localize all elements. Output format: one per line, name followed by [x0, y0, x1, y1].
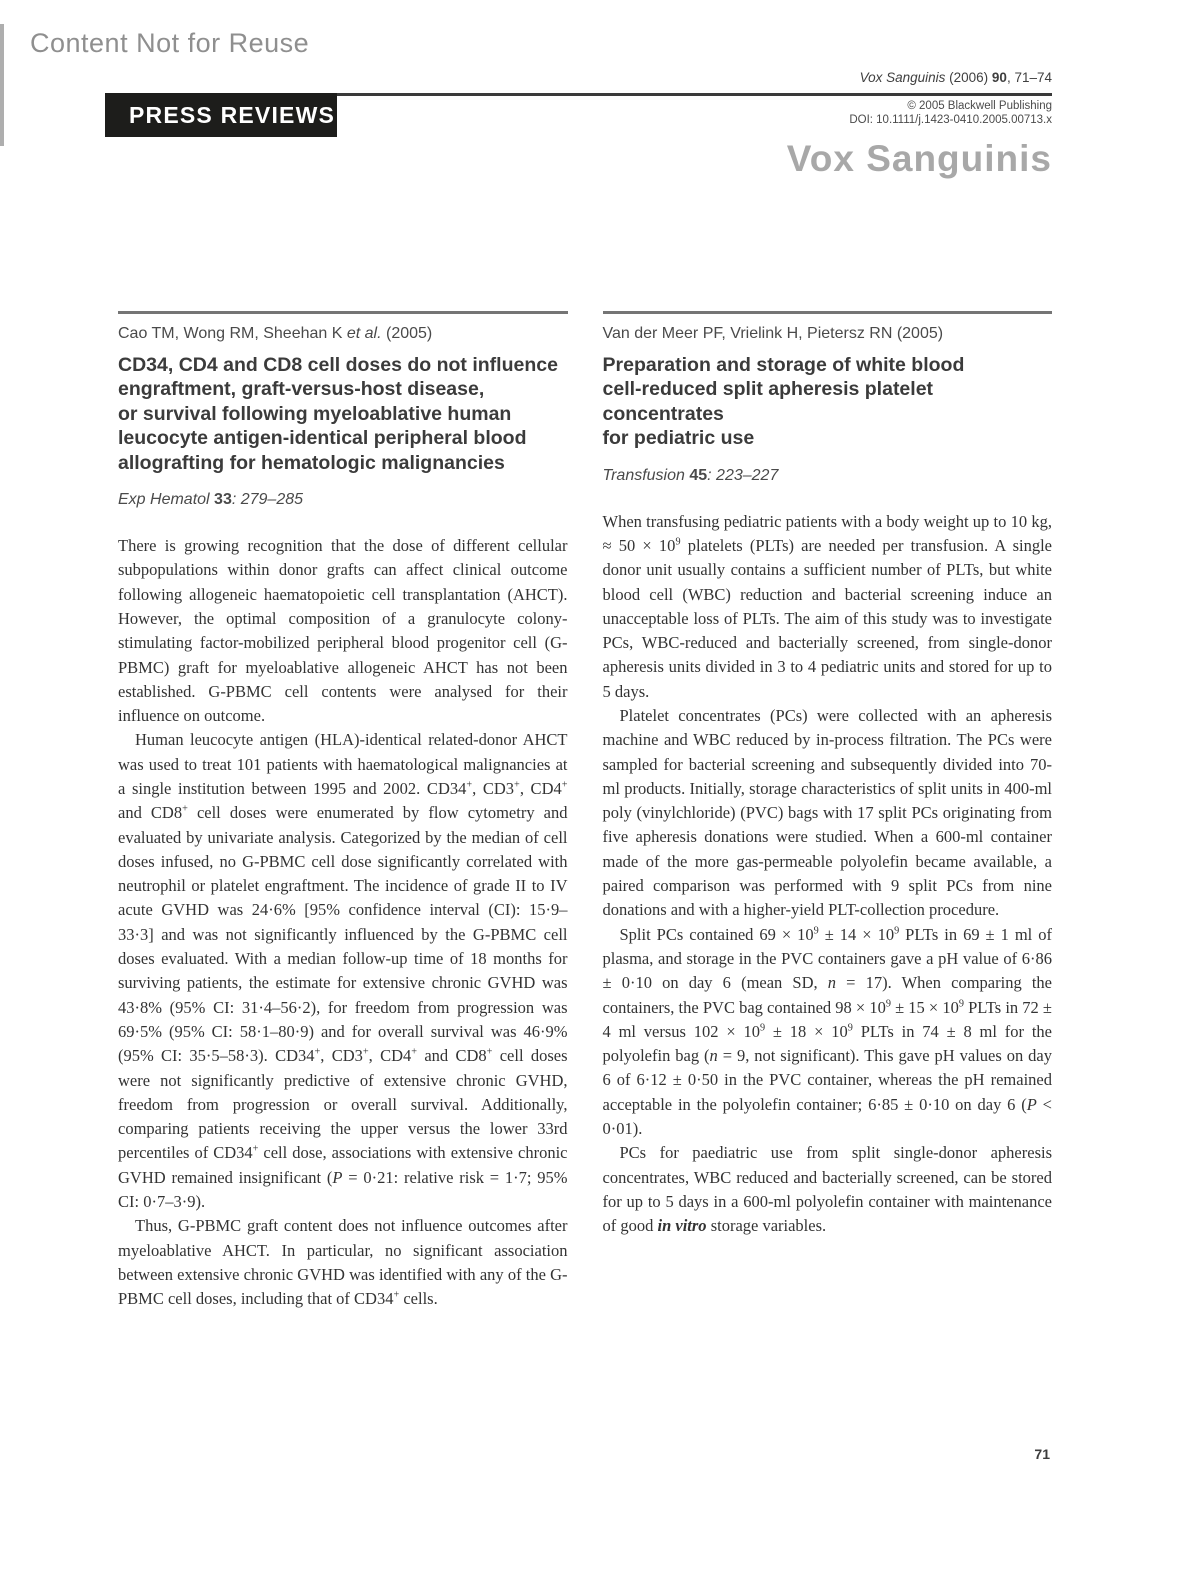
scan-edge-artifact: [0, 24, 4, 146]
article-right: [603, 311, 1053, 1312]
copyright-line: © 2005 Blackwell Publishing: [907, 100, 1052, 112]
journal-logo: Vox Sanguinis: [786, 138, 1052, 179]
article-columns: [118, 311, 1052, 1312]
article-abstract: [603, 510, 1053, 1239]
imprint-block: [849, 100, 1052, 127]
section-label: PRESS REVIEWS: [129, 101, 336, 128]
article-title: Preparation and storage of white blood cell-reduced split apheresis platelet concentrates for pediatric use: [602, 354, 965, 450]
article-source: Transfusion 45: 223–227: [602, 466, 779, 484]
article-abstract: [118, 534, 568, 1312]
abstract-paragraph: When transfusing pediatric patients with a body weight up to 10 kg, ≈ $50 \times 10^9$ platelets (PLTs) are needed per transfusion. A single donor unit usually contains a sufficient number of PLTs, but white blood cell (WBC) reduction and bacterial screening induce an unacceptable loss of PLTs. The aim of this study was to investigate PCs, WBC-reduced and bacterially screened, from single-donor apheresis units divided in 3 to 4 pediatric units and stored for up to 5 days.: [602, 511, 1052, 701]
abstract-paragraph: Human leucocyte antigen (HLA)-identical related-donor AHCT was used to treat 101 patients with haematological malignancies at a single institution between 1995 and 2002. CD34+, CD3+, CD4+ and CD8+ cell doses were enumerated by flow cytometry and evaluated by univariate analysis. Categorized by the median of cell doses infused, no G-PBMC cell dose significantly correlated with neutrophil or platelet engraftment. The incidence of grade II to IV acute GVHD was 24·6% [95% confidence interval (CI): 15·9–33·3] and was not significantly influenced by the G-PBMC cell doses evaluated. With a median follow-up time of 18 months for surviving patients, the estimate for extensive chronic GVHD was 43·8% (95% CI: 31·4–56·2), for freedom from progression was 69·5% (95% CI: 58·1–80·9) and for overall survival was 46·9% (95% CI: 35·5–58·3). CD34+, CD3+, CD4+ and CD8+ cell doses were not significantly predictive of extensive chronic GVHD, freedom from progression or overall survival. Additionally, comparing patients receiving the upper versus the lower 33rd percentiles of CD34+ cell dose, associations with extensive chronic GVHD remained insignificant (P = 0·21: relative risk = 1·7; 95% CI: 0·7–3·9).: [118, 730, 568, 1212]
header-rule: [337, 93, 1052, 96]
doi-line: DOI: 10.1111/j.1423-0410.2005.00713.x: [849, 113, 1052, 126]
article-title: CD34, CD4 and CD8 cell doses do not influence engraftment, graft-versus-host disease, or survival following myeloablative human leucocyte antigen-identical peripheral blood allografting for hematologic malignancies: [118, 354, 558, 474]
abstract-paragraph: Thus, G-PBMC graft content does not influence outcomes after myeloablative AHCT. In particular, no significant association between extensive chronic GVHD was identified with any of the G-PBMC cell doses, including that of CD34+ cells.: [118, 1216, 568, 1309]
section-bar: [105, 93, 337, 137]
abstract-paragraph: There is growing recognition that the dose of different cellular subpopulations within donor grafts can affect clinical outcome following allogeneic haematopoietic cell transplantation (AHCT). However, the optimal composition of a granulocyte colony-stimulating factor-mobilized peripheral blood progenitor cell (G-PBMC) graft for myeloablative allogeneic AHCT has not been established. G-PBMC cell contents were analysed for their influence on outcome.: [118, 536, 568, 726]
article-authors: Van der Meer PF, Vrielink H, Pietersz RN (2005): [602, 325, 944, 342]
journal-citation-line: Vox Sanguinis (2006) 90, 71–74: [859, 70, 1052, 85]
article-rule: [118, 311, 568, 314]
page-number: 71: [1034, 1446, 1050, 1462]
abstract-paragraph: Platelet concentrates (PCs) were collected with an apheresis machine and WBC reduced by in-process filtration. The PCs were sampled for bacterial screening and subsequently divided into 70-ml products. Initially, storage characteristics of split units in 400-ml poly (vinylchloride) (PVC) bags with 17 split PCs originating from five apheresis donations were studied. When a 600-ml container made of the more gas-permeable polyolefin became available, a paired comparison was performed with 9 split PCs from nine donations and with a higher-yield PLT-collection procedure.: [602, 706, 1052, 920]
article-source: Exp Hematol 33: 279–285: [118, 491, 304, 509]
article-rule: [603, 311, 1053, 314]
watermark-text: Content Not for Reuse: [30, 28, 310, 58]
abstract-paragraph: PCs for paediatric use from split single-donor apheresis concentrates, WBC reduced and bacterially screened, can be stored for up to 5 days in a 600-ml polyolefin container with maintenance of good in vitro storage variables.: [602, 1143, 1052, 1236]
article-authors: Cao TM, Wong RM, Sheehan K et al. (2005): [118, 325, 433, 342]
abstract-paragraph: Split PCs contained $69 \times 10^9 \pm 14 \times 10^9$ PLTs in 69 ± 1 ml of plasma, and storage in the PVC containers gave a pH value of 6·86 ± 0·10 on day 6 (mean SD, n = 17). When comparing the containers, the PVC bag contained $98 \times 10^9 \pm 15 \times 10^9$ PLTs in 72 ± 4 ml versus $102 \times 10^9 \pm 18 \times 10^9$ PLTs in 74 ± 8 ml for the polyolefin bag (n = 9, not significant). This gave pH values on day 6 of 6·12 ± 0·50 in the PVC container, whereas the pH remained acceptable in the polyolefin container; 6·85 ± 0·10 on day 6 (P < 0·01).: [602, 924, 1052, 1139]
article-left: [118, 311, 568, 1312]
